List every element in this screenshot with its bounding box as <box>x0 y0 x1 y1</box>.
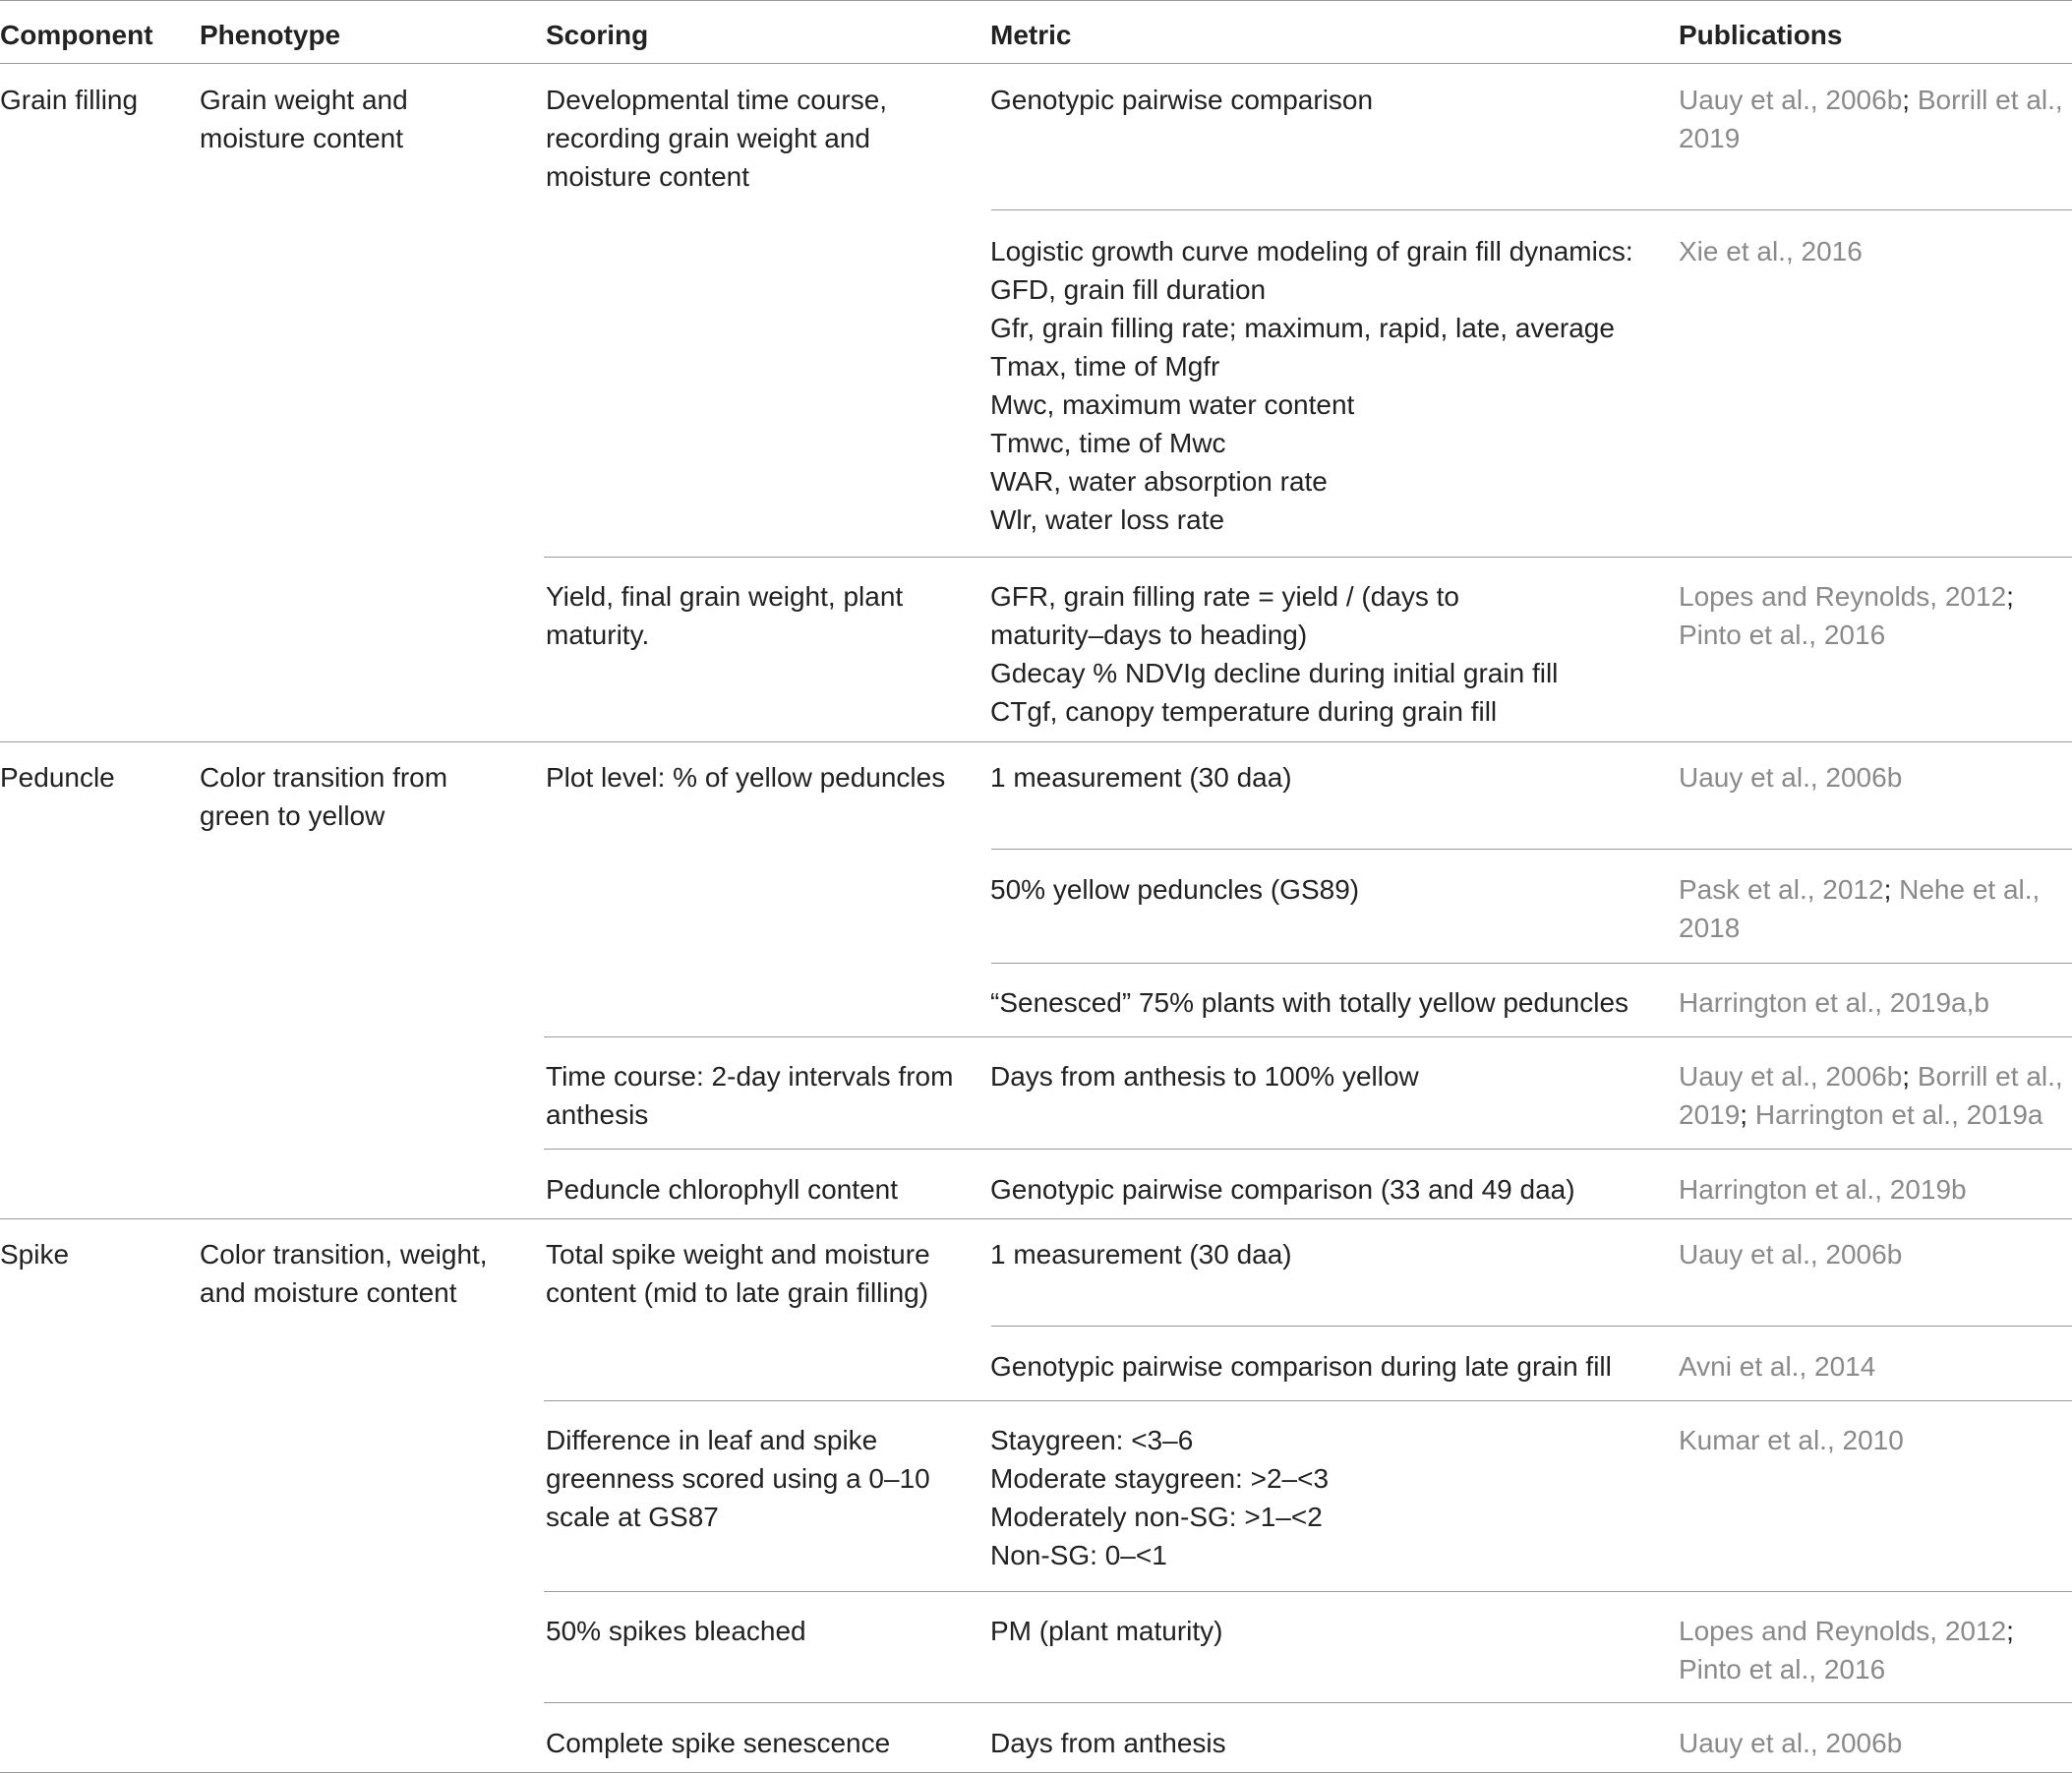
metric-pairwise-late-grain-fill: Genotypic pairwise comparison during late grain fill <box>990 1351 1612 1382</box>
publication-cell: Harrington et al., 2019a,b <box>1679 987 1989 1018</box>
scoring-leaf-spike-greenness: Difference in leaf and spike greenness scored using a 0–10 scale at GS87 <box>546 1425 930 1532</box>
scoring-spikes-bleached: 50% spikes bleached <box>546 1616 806 1646</box>
component-spike: Spike <box>0 1239 70 1270</box>
top-rule <box>0 0 2072 1</box>
row-divider <box>544 1702 2072 1703</box>
row-divider <box>991 209 2072 210</box>
metric-grain-filling-rate: GFR, grain filling rate = yield / (days to maturity–days to heading) Gdecay % NDVIg decline during initial grain fill CTgf, canopy temperature during grain fill <box>990 581 1559 727</box>
row-divider <box>544 1149 2072 1150</box>
header-scoring: Scoring <box>546 20 649 50</box>
publication-cell: Avni et al., 2014 <box>1679 1351 1876 1382</box>
phenotype-grain-filling: Grain weight and moisture content <box>200 85 408 153</box>
scoring-developmental-time-course: Developmental time course, recording grain weight and moisture content <box>546 85 888 192</box>
phenotype-peduncle: Color transition from green to yellow <box>200 762 448 831</box>
row-divider <box>544 1036 2072 1037</box>
publication-cell: Uauy et al., 2006b; Borrill et al., 2019 <box>1679 85 2063 153</box>
publication-cell: Uauy et al., 2006b; Borrill et al., 2019; Harrington et al., 2019a <box>1679 1061 2063 1130</box>
metric-fifty-percent-yellow: 50% yellow peduncles (GS89) <box>990 874 1360 905</box>
row-divider <box>991 963 2072 964</box>
metric-logistic-growth-curve: Logistic growth curve modeling of grain fill dynamics: GFD, grain fill duration Gfr, grain filling rate; maximum, rapid, late, average Tmax, time of Mgfr Mwc, maximum water content Tmwc, time of Mwc WAR, water absorption rate Wlr, water loss rate <box>990 236 1633 535</box>
publication-cell: Uauy et al., 2006b <box>1679 1728 1903 1758</box>
header-publications: Publications <box>1679 20 1843 50</box>
metric-plant-maturity: PM (plant maturity) <box>990 1616 1223 1646</box>
publication-cell: Uauy et al., 2006b <box>1679 1239 1903 1270</box>
metric-days-from-anthesis: Days from anthesis <box>990 1728 1226 1758</box>
component-peduncle: Peduncle <box>0 762 115 793</box>
publication-cell: Xie et al., 2016 <box>1679 236 1863 266</box>
row-divider <box>544 1400 2072 1401</box>
metric-one-measurement: 1 measurement (30 daa) <box>990 762 1292 793</box>
metric-senesced: “Senesced” 75% plants with totally yellow peduncles <box>990 987 1629 1018</box>
metric-one-measurement-spike: 1 measurement (30 daa) <box>990 1239 1292 1270</box>
scoring-complete-spike-senescence: Complete spike senescence <box>546 1728 891 1758</box>
scoring-total-spike-weight: Total spike weight and moisture content (mid to late grain filling) <box>546 1239 930 1308</box>
row-divider <box>544 557 2072 558</box>
section-rule <box>0 741 2072 742</box>
scoring-peduncle-chlorophyll: Peduncle chlorophyll content <box>546 1174 899 1205</box>
row-divider <box>991 849 2072 850</box>
row-divider <box>544 1591 2072 1592</box>
metric-pairwise-daa: Genotypic pairwise comparison (33 and 49 daa) <box>990 1174 1575 1205</box>
phenotype-spike: Color transition, weight, and moisture content <box>200 1239 488 1308</box>
header-component: Component <box>0 20 153 50</box>
publication-cell: Harrington et al., 2019b <box>1679 1174 1967 1205</box>
scoring-time-course: Time course: 2-day intervals from anthesis <box>546 1061 954 1130</box>
publication-cell: Lopes and Reynolds, 2012; Pinto et al., 2016 <box>1679 1616 2014 1684</box>
publication-cell: Uauy et al., 2006b <box>1679 762 1903 793</box>
section-rule <box>0 1218 2072 1219</box>
scoring-plot-level: Plot level: % of yellow peduncles <box>546 762 946 793</box>
header-phenotype: Phenotype <box>200 20 341 50</box>
publication-cell: Pask et al., 2012; Nehe et al., 2018 <box>1679 874 2041 943</box>
metric-staygreen-classes: Staygreen: <3–6 Moderate staygreen: >2–<3 Moderately non-SG: >1–<2 Non-SG: 0–<1 <box>990 1425 1330 1570</box>
metric-days-to-yellow: Days from anthesis to 100% yellow <box>990 1061 1419 1092</box>
header-metric: Metric <box>990 20 1072 50</box>
component-grain-filling: Grain filling <box>0 85 139 115</box>
metric-genotypic-pairwise: Genotypic pairwise comparison <box>990 85 1374 115</box>
scoring-yield-final-grain-weight: Yield, final grain weight, plant maturity. <box>546 581 904 650</box>
publication-cell: Kumar et al., 2010 <box>1679 1425 1904 1455</box>
row-divider <box>991 1326 2072 1327</box>
publication-cell: Lopes and Reynolds, 2012; Pinto et al., 2016 <box>1679 581 2014 650</box>
header-rule <box>0 63 2072 64</box>
